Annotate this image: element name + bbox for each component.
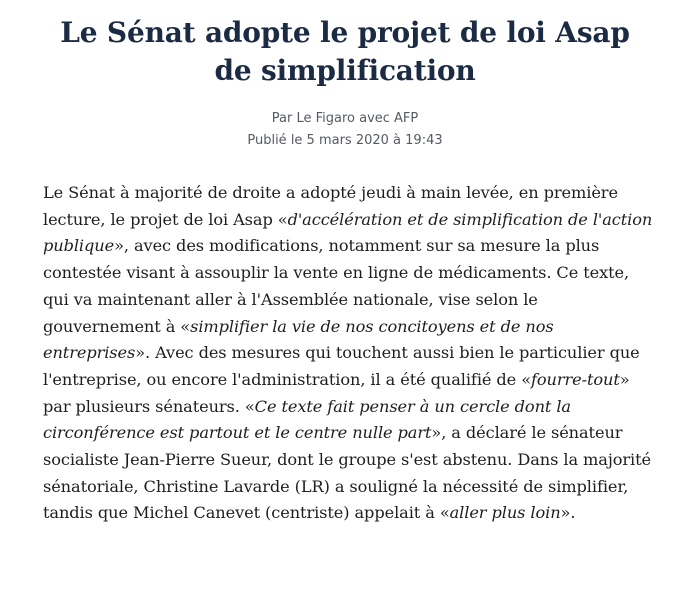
body-quote: simplifier la vie de nos concitoyens et de nos entreprises	[43, 316, 554, 363]
body-quote: fourre-tout	[531, 369, 620, 389]
body-text-segment: ».	[560, 503, 576, 523]
body-text-segment: », a déclaré le sénateur socialiste Jean-Pierre Sueur, dont le groupe s'est abstenu. Dans la majorité sénatoriale, Christine Lavarde (LR) a souligné la nécessité de simplifier, tandis que Michel Canevet (centriste) appelait à «	[43, 423, 652, 523]
article-title: Le Sénat adopte le projet de loi Asap de simplification	[60, 16, 630, 87]
body-quote: Ce texte fait penser à un cercle dont la circonférence est partout et le centre nulle part	[43, 396, 571, 443]
body-text-segment: ». Avec des mesures qui touchent aussi bien le particulier que l'entreprise, ou encore l'administration, il a été qualifié de «	[43, 343, 640, 389]
body-quote: aller plus loin	[449, 503, 561, 523]
article-byline: Par Le Figaro avec AFP	[271, 111, 419, 126]
article-meta	[0, 108, 690, 152]
body-text-segment: » par plusieurs sénateurs. «	[43, 369, 630, 416]
body-quote: d'accélération et de simplification de l'action publique	[43, 209, 653, 256]
body-text-segment: », avec des modifications, notamment sur sa mesure la plus contestée visant à assouplir la vente en ligne de médicaments. Ce texte, qui va maintenant aller à l'Assemblée nationale, vise selon le gouvernement à «	[43, 236, 630, 336]
article-body	[43, 180, 653, 527]
article-publish-date: Publié le 5 mars 2020 à 19:43	[247, 133, 443, 148]
body-text-segment: Le Sénat à majorité de droite a adopté jeudi à main levée, en première lecture, le projet de loi Asap «	[43, 183, 618, 229]
